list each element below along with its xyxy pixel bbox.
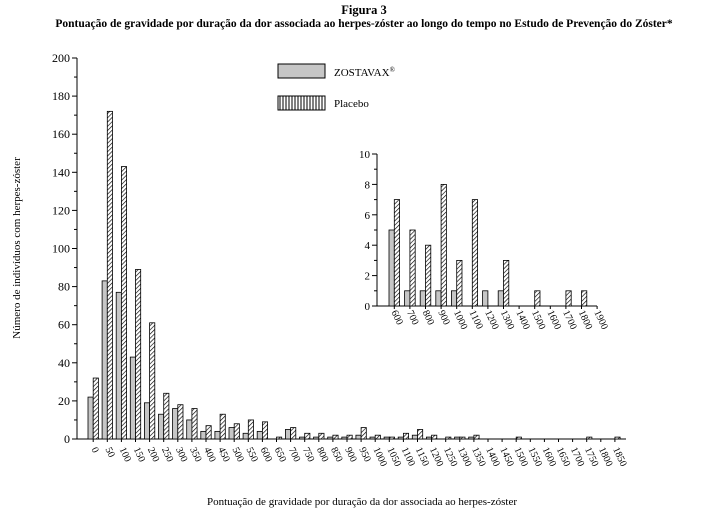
main-x-tick-label: 1050 bbox=[384, 445, 404, 469]
bar-placebo bbox=[192, 409, 197, 439]
main-x-tick-label: 600 bbox=[257, 445, 274, 464]
bar-placebo bbox=[107, 111, 112, 439]
inset-y-tick-label: 2 bbox=[364, 270, 370, 283]
main-x-tick-label: 900 bbox=[342, 445, 359, 464]
main-x-tick-label: 450 bbox=[215, 445, 232, 464]
bar-zostavax bbox=[451, 291, 456, 306]
main-x-tick-label: 1800 bbox=[596, 445, 615, 469]
bar-zostavax bbox=[426, 437, 431, 439]
bar-placebo bbox=[582, 291, 587, 306]
inset-x-tick-label: 900 bbox=[435, 308, 452, 327]
legend-swatch-zostavax bbox=[278, 64, 325, 78]
main-x-tick-label: 1500 bbox=[511, 445, 530, 469]
figure-subtitle: Pontuação de gravidade por duração da dor associada ao herpes-zóster ao longo do tempo no Estudo de Prevenção do Zóster* bbox=[55, 18, 673, 30]
bar-placebo bbox=[305, 433, 310, 439]
y-axis-title: Número de indivíduos com herpes-zóster bbox=[11, 157, 23, 339]
bar-placebo bbox=[457, 260, 462, 306]
bar-placebo bbox=[472, 200, 477, 306]
bar-placebo bbox=[504, 260, 509, 306]
bar-zostavax bbox=[144, 403, 149, 439]
main-x-tick-label: 100 bbox=[116, 445, 133, 464]
bar-zostavax bbox=[215, 431, 220, 439]
bar-zostavax bbox=[370, 437, 375, 439]
main-x-tick-label: 1100 bbox=[398, 445, 417, 469]
inset-x-tick-label: 1300 bbox=[497, 308, 517, 332]
bar-placebo bbox=[446, 437, 451, 439]
bar-zostavax bbox=[201, 431, 206, 439]
inset-y-tick-label: 6 bbox=[364, 209, 370, 222]
main-x-tick-label: 1600 bbox=[539, 445, 559, 469]
bar-zostavax bbox=[498, 291, 503, 306]
inset-x-tick-label: 1100 bbox=[466, 308, 485, 332]
bar-placebo bbox=[474, 435, 479, 439]
bar-placebo bbox=[418, 429, 423, 439]
legend-label-zostavax: ZOSTAVAX® bbox=[334, 66, 395, 79]
main-x-tick-label: 950 bbox=[356, 445, 373, 464]
inset-y-tick-label: 10 bbox=[359, 149, 370, 161]
bar-zostavax bbox=[229, 428, 234, 439]
bar-placebo bbox=[375, 435, 380, 439]
bar-zostavax bbox=[173, 409, 178, 439]
inset-y-tick-label: 0 bbox=[364, 301, 370, 313]
main-y-tick-label: 60 bbox=[58, 317, 70, 332]
main-x-tick-label: 1700 bbox=[567, 445, 587, 469]
bar-placebo bbox=[150, 323, 155, 439]
inset-x-tick-label: 1800 bbox=[575, 308, 595, 332]
main-x-tick-label: 300 bbox=[173, 445, 190, 464]
bar-zostavax bbox=[384, 437, 389, 439]
main-x-tick-label: 1150 bbox=[412, 445, 432, 469]
bar-placebo bbox=[319, 433, 324, 439]
bar-zostavax bbox=[342, 437, 347, 439]
main-x-tick-label: 650 bbox=[271, 445, 289, 464]
bar-zostavax bbox=[469, 437, 474, 439]
bar-placebo bbox=[516, 437, 521, 439]
main-x-tick-label: 1200 bbox=[426, 445, 446, 469]
bar-placebo bbox=[441, 184, 446, 306]
bar-zostavax bbox=[389, 230, 394, 306]
main-x-tick-label: 50 bbox=[102, 445, 117, 460]
bar-placebo bbox=[460, 437, 465, 439]
bar-placebo bbox=[262, 422, 267, 439]
bar-placebo bbox=[587, 437, 592, 439]
main-x-tick-label: 350 bbox=[187, 445, 204, 464]
main-x-tick-label: 1750 bbox=[581, 445, 601, 469]
main-x-tick-label: 200 bbox=[144, 445, 162, 464]
main-x-tick-label: 850 bbox=[328, 445, 345, 464]
inset-x-tick-label: 1900 bbox=[591, 308, 610, 332]
main-x-tick-label: 700 bbox=[285, 445, 303, 464]
main-x-tick-label: 1850 bbox=[610, 445, 629, 469]
main-x-tick-label: 250 bbox=[158, 445, 176, 464]
legend-swatch-placebo bbox=[278, 96, 325, 110]
main-y-tick-label: 180 bbox=[52, 89, 70, 104]
bar-zostavax bbox=[356, 435, 361, 439]
main-x-tick-label: 1350 bbox=[469, 445, 488, 469]
inset-y-tick-label: 8 bbox=[364, 179, 370, 192]
bar-zostavax bbox=[243, 433, 248, 439]
legend bbox=[278, 64, 396, 110]
bar-placebo bbox=[535, 291, 540, 306]
inset-x-tick-label: 1000 bbox=[450, 308, 470, 332]
bar-placebo bbox=[234, 424, 239, 439]
bar-zostavax bbox=[398, 437, 403, 439]
x-axis-title: Pontuação de gravidade por duração da dor associada ao herpes-zóster bbox=[206, 496, 518, 508]
inset-x-tick-label: 1200 bbox=[482, 308, 501, 332]
bar-zostavax bbox=[412, 435, 417, 439]
main-plot bbox=[52, 51, 629, 468]
bar-placebo bbox=[333, 435, 338, 439]
main-x-tick-label: 150 bbox=[130, 445, 148, 464]
inset-y-tick-label: 4 bbox=[364, 240, 370, 253]
bar-zostavax bbox=[455, 437, 460, 439]
main-y-tick-label: 0 bbox=[64, 432, 70, 446]
bar-zostavax bbox=[314, 437, 319, 439]
bar-placebo bbox=[277, 437, 282, 439]
bar-placebo bbox=[164, 393, 169, 439]
bar-placebo bbox=[615, 437, 620, 439]
inset-x-tick-label: 600 bbox=[388, 308, 405, 327]
bar-zostavax bbox=[130, 357, 135, 439]
bar-placebo bbox=[136, 269, 141, 439]
figure-title: Figura 3 bbox=[341, 3, 387, 17]
bar-placebo bbox=[291, 428, 296, 439]
main-x-tick-label: 550 bbox=[243, 445, 260, 464]
main-y-tick-label: 100 bbox=[52, 241, 70, 256]
main-y-tick-label: 160 bbox=[52, 127, 70, 142]
main-x-tick-label: 1000 bbox=[370, 445, 389, 469]
bar-placebo bbox=[248, 420, 253, 439]
inset-x-tick-label: 1500 bbox=[528, 308, 548, 332]
bar-zostavax bbox=[257, 431, 262, 439]
main-x-tick-label: 500 bbox=[229, 445, 246, 464]
main-y-tick-label: 120 bbox=[52, 203, 70, 218]
inset-x-tick-label: 1700 bbox=[560, 308, 579, 332]
inset-x-tick-label: 800 bbox=[419, 308, 437, 327]
main-x-tick-label: 1400 bbox=[483, 445, 502, 469]
bar-zostavax bbox=[420, 291, 425, 306]
bar-placebo bbox=[206, 426, 211, 439]
bar-placebo bbox=[394, 200, 399, 306]
bar-placebo bbox=[566, 291, 571, 306]
bar-zostavax bbox=[436, 291, 441, 306]
main-x-tick-label: 1250 bbox=[440, 445, 460, 469]
bar-zostavax bbox=[328, 437, 333, 439]
bar-zostavax bbox=[116, 292, 121, 439]
inset-x-tick-label: 700 bbox=[404, 308, 421, 327]
main-x-tick-label: 800 bbox=[314, 445, 331, 464]
main-y-tick-label: 20 bbox=[58, 393, 70, 408]
bar-zostavax bbox=[285, 429, 290, 439]
bar-placebo bbox=[93, 378, 98, 439]
main-y-tick-label: 40 bbox=[58, 355, 70, 370]
bar-placebo bbox=[403, 433, 408, 439]
main-x-tick-label: 1550 bbox=[525, 445, 545, 469]
inset-plot bbox=[359, 149, 610, 331]
bar-zostavax bbox=[300, 437, 305, 439]
bar-placebo bbox=[432, 435, 437, 439]
main-y-tick-label: 200 bbox=[52, 51, 70, 65]
bar-zostavax bbox=[405, 291, 410, 306]
main-x-tick-label: 400 bbox=[201, 445, 218, 464]
main-x-tick-label: 750 bbox=[299, 445, 317, 464]
main-x-tick-label: 1650 bbox=[553, 445, 573, 469]
bar-zostavax bbox=[187, 420, 192, 439]
bar-placebo bbox=[361, 428, 366, 439]
main-y-tick-label: 80 bbox=[58, 279, 70, 294]
inset-x-tick-label: 1400 bbox=[513, 308, 532, 332]
inset-x-tick-label: 1600 bbox=[544, 308, 564, 332]
bar-placebo bbox=[389, 437, 394, 439]
bar-placebo bbox=[410, 230, 415, 306]
bar-zostavax bbox=[483, 291, 488, 306]
bar-placebo bbox=[347, 435, 352, 439]
bar-zostavax bbox=[88, 397, 93, 439]
main-y-tick-label: 140 bbox=[52, 165, 70, 180]
bar-placebo bbox=[426, 245, 431, 306]
bar-zostavax bbox=[159, 414, 164, 439]
main-x-tick-label: 1450 bbox=[497, 445, 516, 469]
legend-label-placebo: Placebo bbox=[334, 98, 369, 110]
bar-placebo bbox=[178, 405, 183, 439]
main-x-tick-label: 1300 bbox=[455, 445, 474, 469]
bar-placebo bbox=[121, 167, 126, 439]
main-x-tick-label: 0 bbox=[88, 445, 101, 455]
bar-placebo bbox=[220, 414, 225, 439]
bar-zostavax bbox=[102, 281, 107, 439]
